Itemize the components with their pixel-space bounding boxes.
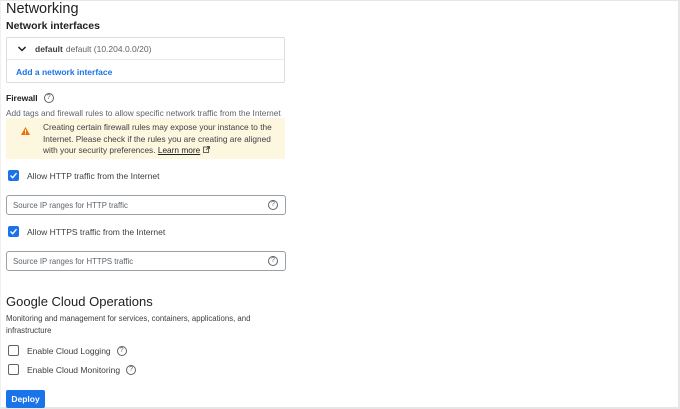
firewall-description: Add tags and firewall rules to allow specific network traffic from the Internet	[6, 108, 281, 118]
warning-text: Creating certain firewall rules may expose your instance to the Internet. Please check if the rules you are creating are aligned with your security preferences.	[43, 122, 272, 155]
allow-http-checkbox[interactable]	[8, 170, 19, 181]
help-circle-icon[interactable]: ?	[268, 200, 278, 210]
help-circle-icon[interactable]: ?	[117, 346, 127, 356]
allow-https-label: Allow HTTPS traffic from the Internet	[27, 226, 166, 237]
help-circle-icon[interactable]: ?	[126, 365, 136, 375]
https-source-ip-placeholder: Source IP ranges for HTTPS traffic	[13, 256, 134, 266]
operations-heading: Google Cloud Operations	[6, 294, 153, 309]
allow-http-row[interactable]	[8, 170, 159, 181]
help-circle-icon[interactable]: ?	[44, 93, 54, 103]
page-title: Networking	[6, 1, 79, 17]
network-interfaces-panel	[6, 37, 285, 83]
checkmark-icon	[9, 171, 18, 180]
cloud-monitoring-checkbox[interactable]	[8, 364, 19, 375]
warning-triangle-icon	[21, 127, 30, 135]
cloud-logging-checkbox[interactable]	[8, 345, 19, 356]
network-interface-row[interactable]	[7, 38, 284, 60]
external-link-icon	[203, 146, 210, 153]
help-circle-icon[interactable]: ?	[268, 256, 278, 266]
cloud-logging-label: Enable Cloud Logging	[27, 345, 111, 356]
deploy-button[interactable]: Deploy	[6, 390, 45, 408]
interface-detail: default (10.204.0.0/20)	[65, 43, 152, 54]
http-source-ip-input[interactable]	[6, 195, 286, 215]
firewall-warning-banner	[6, 118, 285, 159]
allow-http-label: Allow HTTP traffic from the Internet	[27, 170, 160, 181]
warning-text-block	[43, 122, 283, 157]
chevron-down-icon[interactable]	[17, 44, 27, 54]
interface-name: default	[35, 43, 63, 54]
allow-https-checkbox[interactable]	[8, 226, 19, 237]
firewall-label: Firewall	[6, 93, 38, 103]
https-source-ip-input[interactable]	[6, 251, 286, 271]
network-interfaces-heading: Network interfaces	[6, 20, 100, 32]
http-source-ip-placeholder: Source IP ranges for HTTP traffic	[13, 200, 128, 210]
checkmark-icon	[9, 227, 18, 236]
cloud-logging-row[interactable]	[8, 345, 127, 356]
operations-description: Monitoring and management for services, containers, applications, and infrastructure	[6, 314, 251, 335]
cloud-monitoring-row[interactable]	[8, 364, 136, 375]
allow-https-row[interactable]	[8, 226, 165, 237]
add-network-interface-link[interactable]: Add a network interface	[16, 67, 113, 77]
cloud-monitoring-label: Enable Cloud Monitoring	[27, 364, 121, 375]
firewall-label-row	[6, 93, 54, 103]
learn-more-link[interactable]: Learn more	[157, 145, 201, 155]
